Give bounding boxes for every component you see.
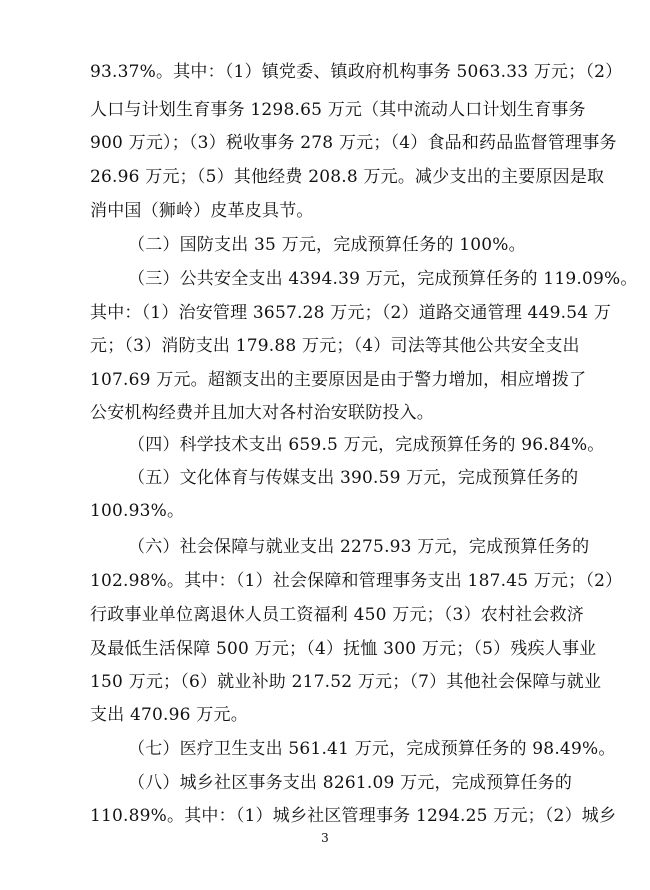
text-line: 支出 470.96 万元。 [90, 705, 248, 725]
text-line: 及最低生活保障 500 万元；（4）抚恤 300 万元；（5）残疾人事业 [90, 639, 597, 659]
text-line: （三）公共安全支出 4394.39 万元，完成预算任务的 119.09%。 [128, 269, 638, 289]
text-line: 107.69 万元。超额支出的主要原因是由于警力增加，相应增拨了 [90, 370, 587, 390]
text-line: 102.98%。其中：（1）社会保障和管理事务支出 187.45 万元；（2） [90, 571, 623, 591]
text-line: 900 万元）；（3）税收事务 278 万元；（4）食品和药品监督管理事务 [90, 133, 617, 153]
text-line: 人口与计划生育事务 1298.65 万元（其中流动人口计划生育事务 [90, 100, 586, 120]
text-line: （四）科学技术支出 659.5 万元，完成预算任务的 96.84%。 [128, 435, 605, 455]
text-line: （八）城乡社区事务支出 8261.09 万元，完成预算任务的 [128, 773, 573, 793]
text-line: （六）社会保障与就业支出 2275.93 万元，完成预算任务的 [128, 537, 590, 557]
text-line: （二）国防支出 35 万元，完成预算任务的 100%。 [128, 235, 526, 255]
text-line: 150 万元；（6）就业补助 217.52 万元；（7）其他社会保障与就业 [90, 672, 602, 692]
text-line: 26.96 万元；（5）其他经费 208.8 万元。减少支出的主要原因是取 [90, 167, 605, 187]
text-line: （五）文化体育与传媒支出 390.59 万元，完成预算任务的 [128, 468, 579, 488]
page-number: 3 [321, 831, 329, 845]
text-line: 110.89%。其中：（1）城乡社区管理事务 1294.25 万元；（2）城乡 [90, 806, 617, 826]
text-line: 93.37%。其中：（1）镇党委、镇政府机构事务 5063.33 万元；（2） [90, 62, 623, 82]
text-line: 其中：（1）治安管理 3657.28 万元；（2）道路交通管理 449.54 万 [90, 303, 612, 323]
text-line: 行政事业单位离退休人员工资福利 450 万元；（3）农村社会救济 [90, 605, 584, 625]
text-line: （七）医疗卫生支出 561.41 万元，完成预算任务的 98.49%。 [128, 739, 616, 759]
text-line: 元；（3）消防支出 179.88 万元；（4）司法等其他公共安全支出 [90, 336, 580, 356]
text-line: 100.93%。 [90, 501, 185, 521]
text-line: 公安机构经费并且加大对各村治安联防投入。 [90, 403, 434, 423]
text-line: 消中国（狮岭）皮革皮具节。 [90, 201, 314, 221]
